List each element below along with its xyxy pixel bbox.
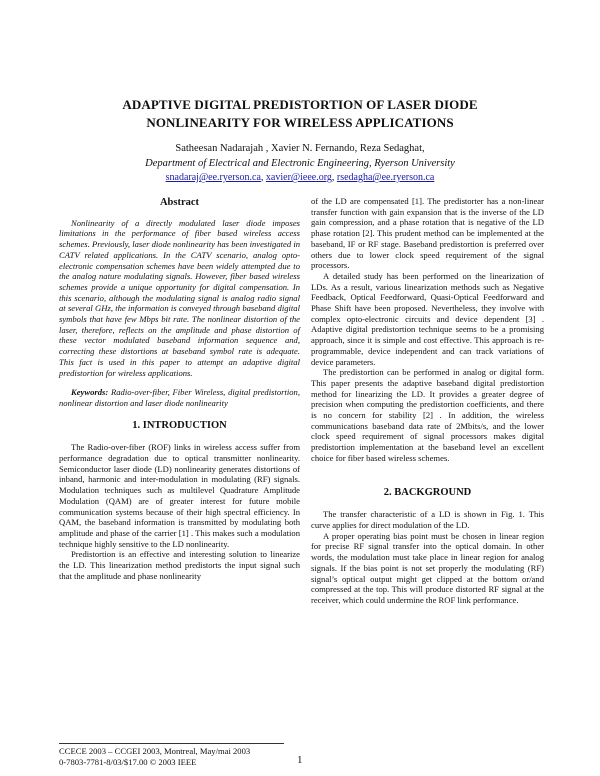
section-heading-background: 2. BACKGROUND <box>383 486 472 498</box>
keywords <box>59 387 300 408</box>
abstract-text: Nonlinearity of a directly modulated laser diode imposes limitations in the performance of fiber based wireless access schemes. Previously, laser diode nonlinearity has been investigated in CATV related applications. In the CATV scenario, analog opto-electronic compensation schemes have been widely attempted due to the analog nature modulating signals. However, fiber based wireless schemes provide a unique opportunity for digital compensation. In this scenario, although the modulating signal is analog radio signal at several GHz, the information is conveyed through baseband digital symbols that have few Mbps bit rate. The nonlinear distortion of the laser, therefore, reflects on the amplitude and phase distortion of these vector modulated baseband information sequence and, correcting these distortions at baseband symbol rate is adequate. This fact is used in this paper to attempt an adaptive digital predistortion for wireless applications. <box>59 217 300 378</box>
section-heading-introduction: 1. INTRODUCTION <box>132 419 227 431</box>
author-affiliation: Department of Electrical and Electronic Engineering, Ryerson University <box>145 158 455 169</box>
email-link-3[interactable]: rsedagha@ee.ryerson.ca <box>336 172 435 183</box>
background-paragraph-2: A proper operating bias point must be chosen in linear region for precise RF signal transfer into the optical domain. In other words, the modulation must take place in linear region for analog signals. If the bias point is not set properly the modulating (RF) signal’s optical output might get clipped at the bottom or/and compressed at the top. This will produce distorted RF signal at the receiver, which could undermine the ROF link performance. <box>311 530 544 605</box>
intro-paragraph-2: Predistortion is an effective and interesting solution to linearize the LD. This linearization method predistorts the input signal such that the amplitude and phase nonlinearity <box>59 549 300 581</box>
intro-paragraph-3: A detailed study has been performed on the linearization of LDs. As a result, various linearization methods such as Negative Feedback, Optical Feedforward, Quasi-Optical Feedforward and Phase Shift have been proposed. Nevertheless, they involve with complex opto-electronic circuits and device dependent [3] . Adaptive digital predistortion technique seems to be a promising approach, since it is simple and cost effective. This approach is re-programmable, device independent and can track variations of device parameters. <box>311 270 544 367</box>
right-column <box>311 196 544 606</box>
left-column <box>59 198 300 582</box>
paper-title <box>60 96 540 132</box>
footer-conference: CCECE 2003 – CCGEI 2003, Montreal, May/mai 2003 <box>59 746 251 756</box>
email-link-1[interactable]: snadaraj@ee.ryerson.ca <box>165 172 261 183</box>
footer-copyright: 0-7803-7781-8/03/$17.00 © 2003 IEEE <box>59 757 197 767</box>
email-separator: , <box>331 172 337 183</box>
author-list: Satheesan Nadarajah , Xavier N. Fernando, Reza Sedaghat, <box>175 143 425 154</box>
keywords-text: Radio-over-fiber, Fiber Wireless, digital predistortion, nonlinear distortion and laser diode nonlinearity <box>59 387 300 408</box>
intro-paragraph-2-continued: of the LD are compensated [1]. The predistorter has a non-linear transfer function with gain expansion that is the inverse of the LD gain compression, and a phase rotation that is negative of the LD phase rotation [2]. This prudent method can be implemented at the baseband, IF or RF stage. Baseband predistortion is preferred over others due to lower clock speed requirement of the signal processors. <box>311 196 544 271</box>
title-line-1: ADAPTIVE DIGITAL PREDISTORTION OF LASER DIODE <box>122 97 478 112</box>
page-number: 1 <box>297 754 303 766</box>
email-link-2[interactable]: xavier@ieee.org <box>265 172 332 183</box>
abstract-heading: Abstract <box>159 197 200 208</box>
title-line-2: NONLINEARITY FOR WIRELESS APPLICATIONS <box>146 115 454 130</box>
author-emails <box>60 171 540 185</box>
email-separator: , <box>260 172 266 183</box>
keywords-label: Keywords: <box>71 387 109 398</box>
intro-paragraph-4: The predistortion can be performed in analog or digital form. This paper presents the adaptive baseband digital predistortion method for linearizing the LD. It provides a greater degree of precision when computing the predistortion coefficients, and there is no concern for stability [2] . In addition, the wireless communications baseband data rate of 2Mbits/s, and the lower clock speed requirement of signal processors makes digital predistortion implementation at the baseband level an excellent choice for fiber based wireless schemes. <box>311 367 544 463</box>
background-paragraph-1: The transfer characteristic of a LD is shown in Fig. 1. This curve applies for direct modulation of the LD. <box>311 509 544 530</box>
footer-rule <box>59 743 284 744</box>
intro-paragraph-1: The Radio-over-fiber (ROF) links in wireless access suffer from performance degradation due to optical transmitter nonlinearity. Semiconductor laser diode (LD) nonlinearity generates distortions of inband, harmonic and inter-modulation in modulating (RF) signals. Modulation techniques such as multilevel Quadrature Amplitude Modulation (QAM) are of greater interest for future mobile communication systems because of their high spectral efficiency. In QAM, the baseband information is transmitted by modulating both amplitude and phase of the carrier [1] . This makes such a modulation technique highly sensitive to the LD nonlinearity. <box>59 442 300 549</box>
footer <box>59 746 250 768</box>
